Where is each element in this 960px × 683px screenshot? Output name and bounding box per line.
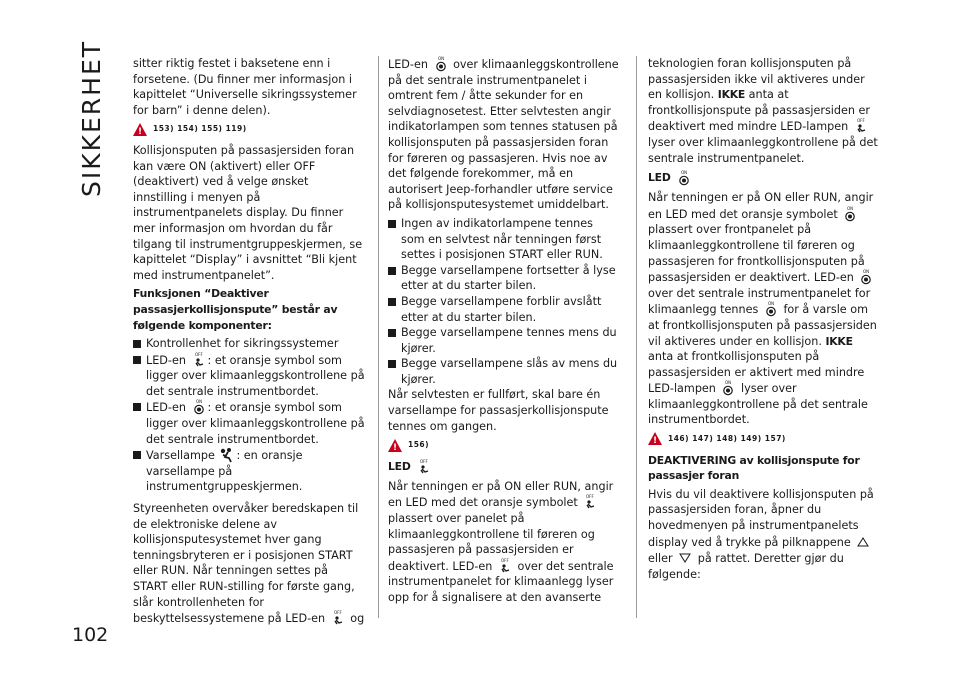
paragraph: teknologien foran kollisjonsputen på passasjersiden ikke vil aktiveres under en kollisjon. IKKE anta at frontkollisjonspute på passasjersiden er deaktivert med mindre LED-lampen OFF lyser over klimaanleggkontrollene på det sentrale instrumentpanelet.: [648, 57, 878, 165]
arrow-down-icon: [678, 550, 692, 566]
list-item: Ingen av indikatorlampene tennes som en selvtest når tenningen først settes i posisjonen START eller RUN.: [388, 216, 620, 263]
bullet-icon: [388, 360, 396, 368]
list-item: Begge varsellampene slås av mens du kjører.: [388, 356, 620, 387]
warning-reference: [133, 121, 365, 137]
svg-text:ON: ON: [437, 56, 444, 61]
warning-refs: 156): [408, 440, 430, 450]
airbag-off-icon: [192, 352, 206, 368]
bullet-icon: [388, 267, 396, 275]
list-item: Kontrollenhet for sikringssystemer: [133, 336, 365, 352]
warning-refs: 146) 147) 148) 149) 157): [668, 434, 786, 444]
paragraph: Kollisjonsputen på passasjersiden foran kan være ON (aktivert) eller OFF (deaktivert) ved å velge ønsket innstilling i menyen på instrumentpanelets display. Du finner mer informasjon om hvordan du får tilgang til instrumentgruppeskjermen, se kapittelet “Display” i avsnittet “Bli kjent med instrumentpanelet”.: [133, 143, 363, 282]
page-number: 102: [72, 624, 109, 646]
led-heading: LED OFF: [388, 459, 620, 475]
svg-text:OFF: OFF: [856, 118, 865, 124]
bullet-icon: [133, 340, 141, 348]
svg-text:ON: ON: [847, 205, 854, 211]
paragraph: LED-en ON over klimaanleggskontrollene på det sentrale instrumentpanelet i omtrent fem / åtte sekunder for en selvdiagnosetest. Etter selvtesten angir indikatorlampen som tennes statusen på kollisjonsputen på passasjersiden foran for føreren og passasjeren. Hvis noe av det følgende forekommer, må en autorisert Jeep-forhandler utføre service på kollisjonsputesystemet umiddelbart.: [388, 56, 619, 212]
airbag-off-icon: [331, 610, 345, 626]
warning-icon: [648, 432, 662, 445]
bullet-icon: [388, 329, 396, 337]
airbag-on-icon: [859, 269, 873, 285]
airbag-on-icon: [192, 399, 206, 415]
airbag-off-icon: [417, 459, 431, 475]
list-item: Begge varsellampene fortsetter å lyse etter at du starter bilen.: [388, 263, 620, 294]
svg-text:OFF: OFF: [500, 557, 509, 563]
svg-text:ON: ON: [725, 380, 732, 386]
column-3: [648, 56, 880, 585]
passenger-airbag-warning-icon: [220, 447, 234, 463]
list-item: LED-en ON : et oransje symbol som ligger over klimaanleggskontrollene på det sentrale instrumentbordet.: [133, 399, 365, 447]
column-1: [133, 56, 365, 630]
airbag-on-icon: [843, 206, 857, 222]
warning-icon: [133, 123, 147, 136]
paragraph: sitter riktig festet i baksetene enn i forsetene. (Du finner mer informasjon i kapittelet “Universelle sikringssystemer for barn” i denne delen).: [133, 57, 357, 117]
bullet-icon: [133, 451, 141, 459]
bullet-icon: [133, 403, 141, 411]
paragraph: Når selvtesten er fullført, skal bare én varsellampe for passasjerkollisjonspute tennes om gangen.: [388, 388, 609, 433]
list-item: Begge varsellampene forblir avslått etter at du starter bilen.: [388, 294, 620, 325]
warning-reference: [388, 437, 620, 453]
svg-text:OFF: OFF: [194, 351, 203, 357]
svg-text:ON: ON: [680, 170, 687, 176]
svg-text:ON: ON: [767, 301, 775, 307]
section-heading: DEAKTIVERING av kollisjonspute for passasjer foran: [648, 453, 860, 483]
airbag-on-icon: [721, 380, 735, 396]
section-title: SIKKERHET: [77, 39, 107, 197]
svg-text:ON: ON: [195, 399, 202, 405]
bullet-icon: [388, 298, 396, 306]
column-divider: [636, 56, 637, 618]
section-heading: Funksjonen “Deaktiver passasjerkollisjonspute” består av følgende komponenter:: [133, 287, 338, 332]
list-item: Begge varsellampene tennes mens du kjører.: [388, 325, 620, 356]
svg-text:ON: ON: [863, 269, 870, 275]
airbag-on-icon: [434, 56, 448, 72]
airbag-off-icon: [854, 118, 868, 134]
paragraph: Hvis du vil deaktivere kollisjonsputen på passasjersiden foran, åpner du hovedmenyen på instrumentpanelets display ved å trykke på pilknappene eller på rattet. Deretter gjør du følgende:: [648, 487, 874, 581]
airbag-on-icon: [764, 301, 778, 317]
paragraph: Styreenheten overvåker beredskapen til de elektroniske delene av kollisjonsputesystemet hver gang tenningsbryteren er i posisjonen START eller RUN. Når tenningen settes på START eller RUN-stilling for første gang, slår kontrollenheten for beskyttelsessystemene på LED-en OFF og: [133, 502, 365, 626]
airbag-off-icon: [498, 558, 512, 574]
column-2: [388, 56, 620, 609]
list-item: LED-en OFF : et oransje symbol som ligger over klimaanleggskontrollene på det sentrale instrumentbordet.: [133, 352, 365, 400]
bullet-icon: [388, 220, 396, 228]
led-heading: LED ON: [648, 170, 880, 186]
svg-text:OFF: OFF: [586, 494, 595, 500]
warning-icon: [388, 439, 402, 452]
list-item: Varsellampe : en oransje varsellampe på instrumentgruppeskjermen.: [133, 447, 365, 495]
airbag-off-icon: [583, 494, 597, 510]
warning-reference: [648, 431, 880, 447]
airbag-on-icon: [677, 170, 691, 186]
arrow-up-icon: [856, 534, 870, 550]
column-divider: [378, 56, 379, 618]
paragraph: Når tenningen er på ON eller RUN, angir en LED med det oransje symbolet OFF plassert over panelet på klimaanleggkontrollene til føreren og passasjeren på passasjersiden er deaktivert. LED-en OFF over det sentrale instrumentpanelet for klimaanlegg lyser opp for å signalisere at den avanserte: [388, 479, 614, 604]
paragraph: Når tenningen er på ON eller RUN, angir en LED med det oransje symbolet ON plassert over frontpanelet på klimaanleggkontrollene til føreren og passasjeren for frontkollisjonsputen på passasjersiden er deaktivert. LED-en ON over det sentrale instrumentpanelet for klimaanlegg tennes ON for å varsle om at frontkollisjonsputen på passasjersiden vil aktiveres under en kollisjon. IKKE anta at frontkollisjonsputen på passasjersiden er aktivert med mindre LED-lampen ON lyser over klimaanleggkontrollene på det sentrale instrumentbordet.: [648, 191, 877, 427]
bullet-icon: [133, 356, 141, 364]
warning-refs: 153) 154) 155) 119): [153, 124, 247, 134]
svg-text:OFF: OFF: [419, 458, 428, 464]
svg-text:OFF: OFF: [333, 610, 342, 616]
